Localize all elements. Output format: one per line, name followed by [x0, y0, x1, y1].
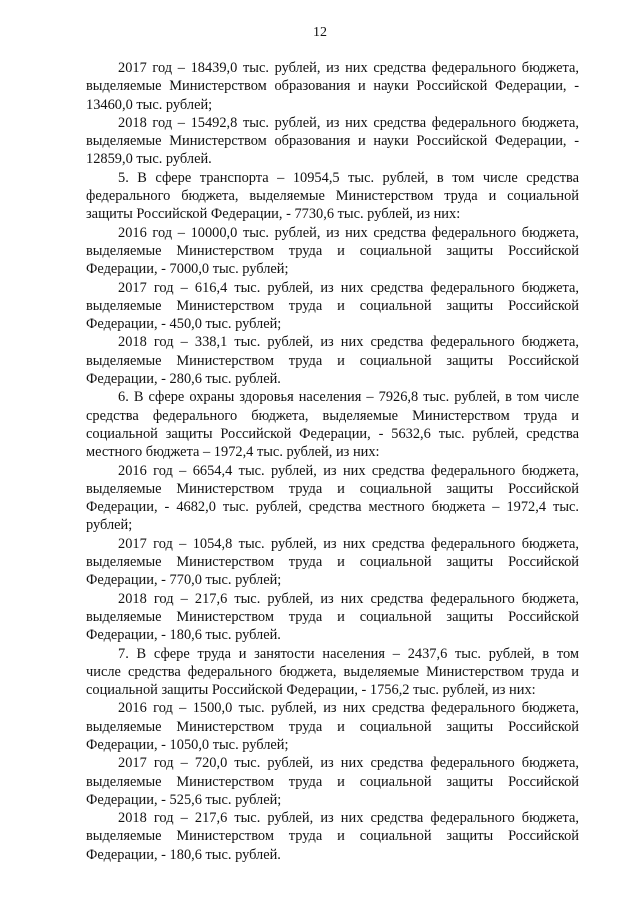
text-line: Федерации, - 180,6 тыс. рублей. [86, 846, 281, 863]
paragraph [86, 169, 579, 224]
text-line: выделяемые Министерством труда и социальной защиты Российской [86, 297, 579, 314]
paragraph [86, 809, 579, 864]
text-line: местного бюджета – 1972,4 тыс. рублей, из них: [86, 444, 380, 461]
text-line: 6. В сфере охраны здоровья населения – 7926,8 тыс. рублей, в том числе [118, 389, 579, 406]
text-line: 12859,0 тыс. рублей. [86, 151, 212, 168]
text-line: 13460,0 тыс. рублей; [86, 96, 213, 113]
text-line: 5. В сфере транспорта – 10954,5 тыс. рублей, в том числе средства [118, 169, 579, 186]
text-line: выделяемые Министерством труда и социальной защиты Российской [86, 554, 579, 571]
text-line: выделяемые Министерством труда и социальной защиты Российской [86, 828, 579, 845]
text-line: 2016 год – 10000,0 тыс. рублей, из них средства федерального бюджета, [118, 224, 579, 241]
text-line: Федерации, - 4682,0 тыс. рублей, средства местного бюджета – 1972,4 тыс. [86, 499, 579, 516]
text-line: средства федерального бюджета, выделяемые Министерством труда и [86, 407, 579, 424]
text-line: выделяемые Министерством труда и социальной защиты Российской [86, 480, 579, 497]
text-line: выделяемые Министерством образования и науки Российской Федерации, - [86, 78, 579, 95]
text-line: 7. В сфере труда и занятости населения – 2437,6 тыс. рублей, в том [118, 645, 579, 662]
text-line: рублей; [86, 517, 133, 534]
text-line: Федерации, - 7000,0 тыс. рублей; [86, 261, 289, 278]
text-line: 2016 год – 6654,4 тыс. рублей, из них средства федерального бюджета, [118, 462, 579, 479]
text-line: 2018 год – 217,6 тыс. рублей, из них средства федерального бюджета, [118, 590, 579, 607]
text-line: выделяемые Министерством труда и социальной защиты Российской [86, 773, 579, 790]
text-line: числе средства федерального бюджета, выделяемые Министерством труда и [86, 663, 579, 680]
text-line: социальной защиты Российской Федерации, - 5632,6 тыс. рублей, средства [86, 425, 579, 442]
paragraph [86, 114, 579, 169]
text-line: 2017 год – 720,0 тыс. рублей, из них средства федерального бюджета, [118, 755, 579, 772]
text-line: 2018 год – 338,1 тыс. рублей, из них средства федерального бюджета, [118, 334, 579, 351]
text-line: 2017 год – 616,4 тыс. рублей, из них средства федерального бюджета, [118, 279, 579, 296]
paragraph [86, 224, 579, 279]
text-line: 2017 год – 1054,8 тыс. рублей, из них средства федерального бюджета, [118, 535, 579, 552]
paragraph [86, 333, 579, 388]
text-line: Федерации, - 525,6 тыс. рублей; [86, 791, 282, 808]
paragraph [86, 59, 579, 114]
text-line: федерального бюджета, выделяемые Министерством труда и социальной [86, 188, 579, 205]
text-line: Федерации, - 280,6 тыс. рублей. [86, 371, 281, 388]
paragraph [86, 754, 579, 809]
text-line: Федерации, - 450,0 тыс. рублей; [86, 316, 282, 333]
text-line: 2018 год – 15492,8 тыс. рублей, из них средства федерального бюджета, [118, 114, 579, 131]
text-line: Федерации, - 180,6 тыс. рублей. [86, 627, 281, 644]
text-line: выделяемые Министерством труда и социальной защиты Российской [86, 352, 579, 369]
paragraph [86, 388, 579, 461]
text-line: социальной защиты Российской Федерации, - 1756,2 тыс. рублей, из них: [86, 682, 536, 699]
text-line: 2016 год – 1500,0 тыс. рублей, из них средства федерального бюджета, [118, 700, 579, 717]
text-line: выделяемые Министерством труда и социальной защиты Российской [86, 718, 579, 735]
text-line: Федерации, - 1050,0 тыс. рублей; [86, 736, 289, 753]
paragraph [86, 645, 579, 700]
text-line: Федерации, - 770,0 тыс. рублей; [86, 572, 282, 589]
text-line: выделяемые Министерством образования и науки Российской Федерации, - [86, 133, 579, 150]
text-line: выделяемые Министерством труда и социальной защиты Российской [86, 242, 579, 259]
text-line: защиты Российской Федерации, - 7730,6 тыс. рублей, из них: [86, 206, 461, 223]
page-number: 12 [313, 25, 327, 40]
paragraph [86, 590, 579, 645]
paragraph [86, 279, 579, 334]
text-line: 2017 год – 18439,0 тыс. рублей, из них средства федерального бюджета, [118, 60, 579, 76]
paragraph [86, 535, 579, 590]
text-line: выделяемые Министерством труда и социальной защиты Российской [86, 608, 579, 625]
document-body [86, 59, 579, 864]
text-line: 2018 год – 217,6 тыс. рублей, из них средства федерального бюджета, [118, 810, 579, 827]
paragraph [86, 462, 579, 535]
paragraph [86, 699, 579, 754]
